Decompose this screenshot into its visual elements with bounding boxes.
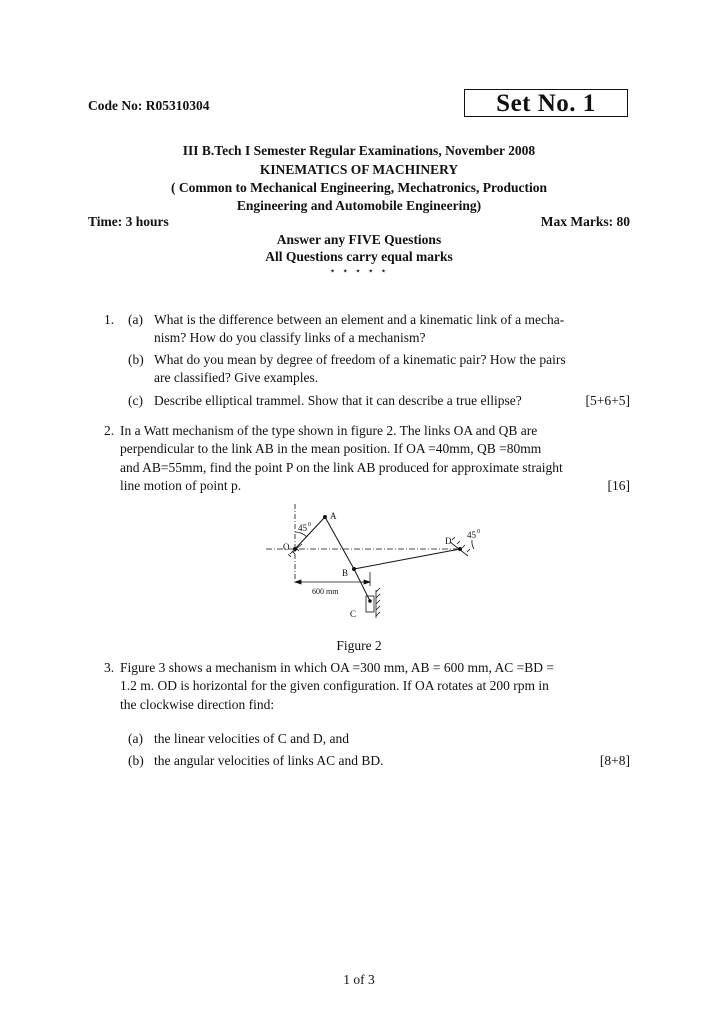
question-number: 2. <box>104 423 115 438</box>
label-c: C <box>350 609 357 619</box>
q3a-text: the linear velocities of C and D, and <box>154 731 349 746</box>
angle-right-degree: 0 <box>477 529 480 535</box>
figure-caption: Figure 2 <box>336 638 382 653</box>
question-number: 1. <box>104 312 115 327</box>
set-number-box: Set No. 1 <box>464 89 628 117</box>
joint-c <box>368 599 372 603</box>
q3-marks: [8+8] <box>599 753 630 768</box>
instruction-line-1: Answer any FIVE Questions <box>276 232 442 247</box>
link-bd <box>354 549 460 569</box>
joint-d <box>458 547 462 551</box>
angle-right-value: 45 <box>467 530 476 540</box>
joint-a <box>323 515 327 519</box>
angle-left-value: 45 <box>298 523 307 533</box>
part-label: (b) <box>128 352 144 367</box>
q3-line-1: Figure 3 shows a mechanism in which OA =300 mm, AB = 600 mm, AC =BD = <box>120 660 554 675</box>
q2-marks: [16] <box>607 478 630 493</box>
part-label: (a) <box>128 312 143 327</box>
q1a-line-1: What is the difference between an element and a kinematic link of a mecha- <box>154 312 565 327</box>
q2-line-3: and AB=55mm, find the point P on the link AB produced for approximate straight <box>120 460 563 475</box>
q1-marks: [5+6+5] <box>585 393 630 408</box>
subject-title: KINEMATICS OF MACHINERY <box>259 162 459 177</box>
q3b-text: the angular velocities of links AC and BD. <box>154 753 384 768</box>
label-o: O <box>283 542 290 552</box>
q3-line-3: the clockwise direction find: <box>120 697 275 712</box>
q1a-line-2: nism? How do you classify links of a mechanism? <box>154 330 426 345</box>
max-marks: Max Marks: 80 <box>540 214 630 229</box>
question-1 <box>88 310 630 420</box>
joint-o <box>293 547 297 551</box>
code-number: Code No: R05310304 <box>88 98 210 113</box>
common-to-line-2: Engineering and Automobile Engineering) <box>236 198 482 213</box>
label-a: A <box>330 511 337 521</box>
q1c-line-1: Describe elliptical trammel. Show that it can describe a true ellipse? <box>154 393 522 408</box>
part-label: (c) <box>128 393 143 408</box>
star-divider: ⋆ ⋆ ⋆ ⋆ ⋆ <box>329 266 389 277</box>
slider-block-c <box>366 596 374 612</box>
q3-line-2: 1.2 m. OD is horizontal for the given configuration. If OA rotates at 200 rpm in <box>120 678 549 693</box>
joint-b <box>352 567 356 571</box>
question-number: 3. <box>104 660 115 675</box>
link-ab <box>325 517 354 569</box>
common-to-line-1: ( Common to Mechanical Engineering, Mechatronics, Production <box>171 180 547 195</box>
q1b-line-1: What do you mean by degree of freedom of a kinematic pair? How the pairs <box>154 352 566 367</box>
q2-line-1: In a Watt mechanism of the type shown in figure 2. The links OA and QB are <box>120 423 538 438</box>
label-d: D <box>445 536 452 546</box>
page-number: 1 of 3 <box>343 972 375 987</box>
label-b: B <box>342 568 349 578</box>
question-2 <box>88 421 630 501</box>
time-allowed: Time: 3 hours <box>88 214 169 229</box>
instruction-line-2: All Questions carry equal marks <box>265 249 453 264</box>
part-label: (b) <box>128 753 144 768</box>
angle-arc-right <box>472 540 474 549</box>
question-3 <box>88 658 630 778</box>
time-marks-row <box>88 214 630 230</box>
watt-mechanism-figure <box>262 500 480 625</box>
part-label: (a) <box>128 731 143 746</box>
q2-line-4: line motion of point p. <box>120 478 242 493</box>
q1b-line-2: are classified? Give examples. <box>154 370 319 385</box>
dimension-label: 600 mm <box>312 587 339 596</box>
exam-title: III B.Tech I Semester Regular Examinations, November 2008 <box>182 143 536 158</box>
q2-line-2: perpendicular to the link AB in the mean position. If OA =40mm, QB =80mm <box>120 441 542 456</box>
angle-left-degree: 0 <box>308 522 311 528</box>
